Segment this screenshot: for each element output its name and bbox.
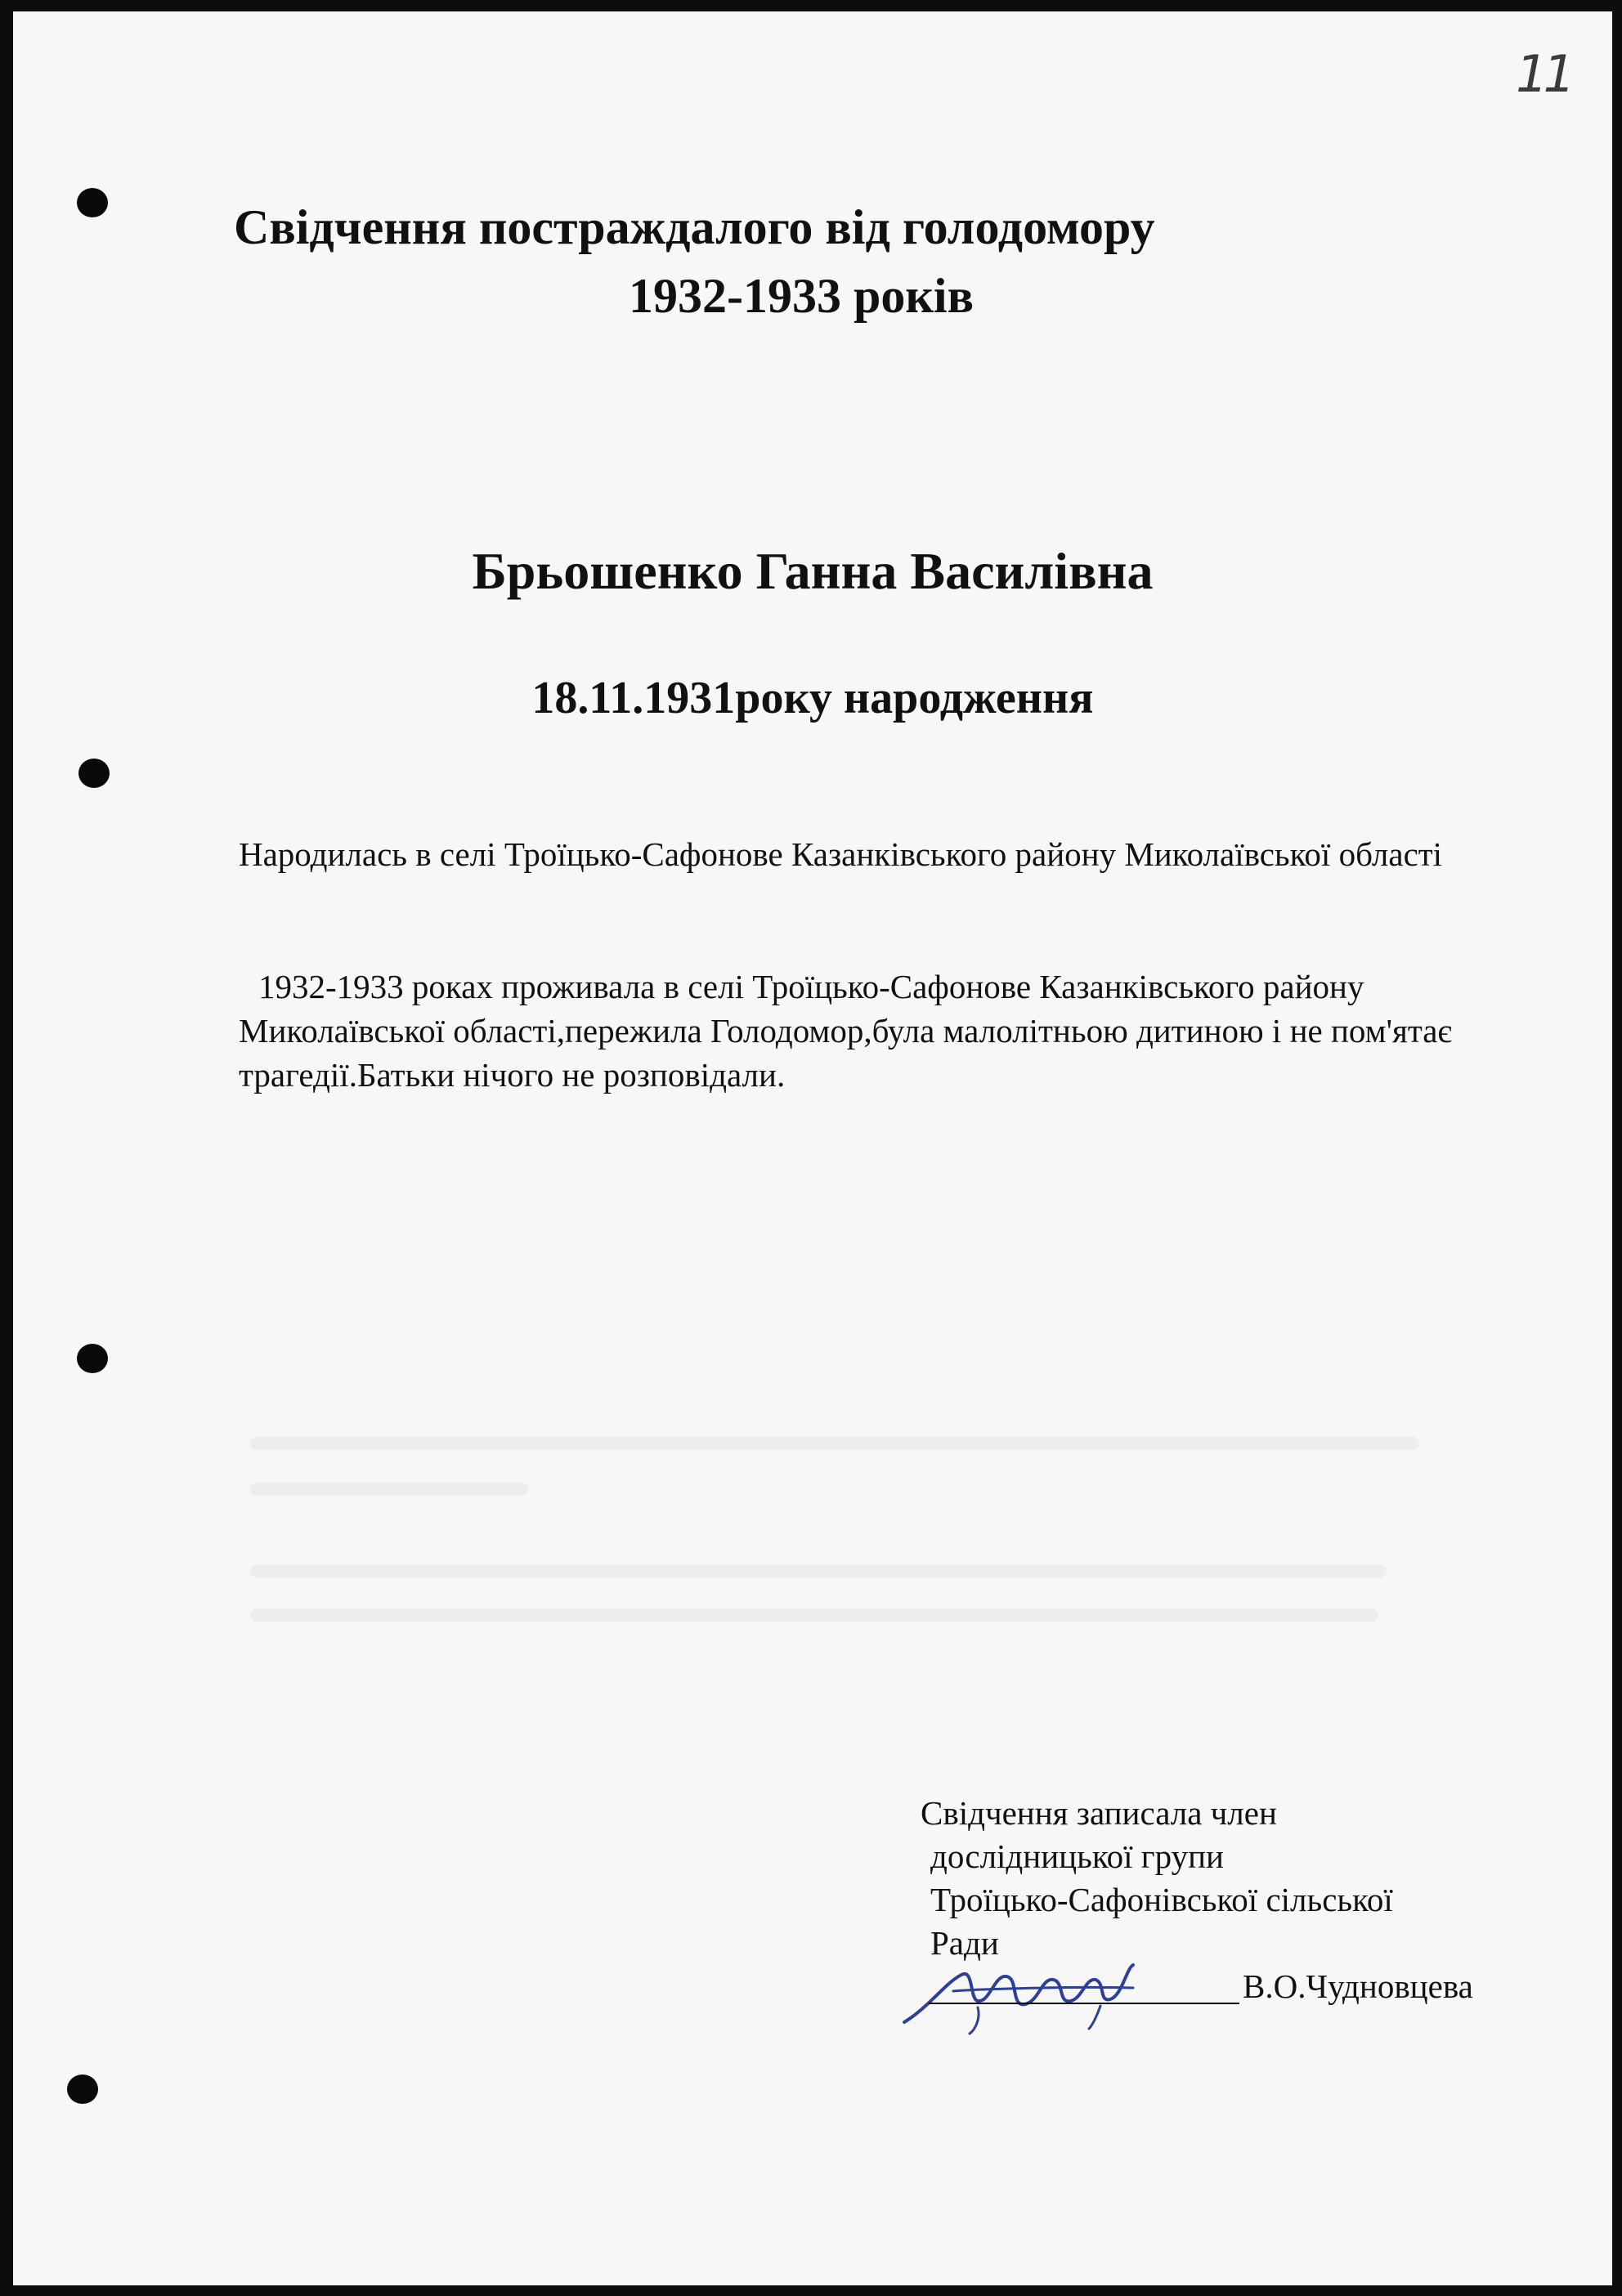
paragraph-testimony: 1932-1933 роках проживала в селі Троїцько-Сафонове Казанківського району Миколаївської області,пережила Голодомор,була малолітньою дитиною і не пом'ятає трагедії.Батьки нічого не розповідали.	[239, 968, 1453, 1094]
punch-hole-2	[78, 759, 110, 788]
bleed-through-line	[250, 1564, 1387, 1578]
punch-hole-3	[77, 1344, 108, 1373]
recorder-line-1: Свідчення записала член	[921, 1794, 1277, 1832]
bleed-through-line	[250, 1483, 528, 1496]
handwritten-signature	[896, 1950, 1158, 2040]
title-line-1: Свідчення постраждалого від голодомору	[234, 200, 1155, 254]
recorder-block	[921, 1792, 1558, 1965]
signer-name: В.О.Чудновцева	[1243, 1967, 1473, 2005]
recorder-line-2: дослідницької групи	[930, 1837, 1224, 1875]
birth-date-line: 18.11.1931року народження	[531, 673, 1094, 723]
document-page	[13, 11, 1612, 2285]
punch-hole-1	[77, 188, 108, 217]
punch-hole-4	[67, 2074, 98, 2104]
page-number: 11	[1516, 44, 1570, 104]
recorder-line-4: Ради	[930, 1924, 999, 1962]
recorder-line-3: Троїцько-Сафонівської сільської	[930, 1881, 1393, 1918]
signature-underline	[929, 2003, 1239, 2004]
paragraph-birthplace: Народилась в селі Троїцько-Сафонове Казанківського району Миколаївської області	[239, 835, 1443, 873]
document-title	[234, 193, 1313, 330]
bleed-through-line	[250, 1437, 1419, 1450]
bleed-through-line	[250, 1609, 1378, 1622]
person-name: Брьошенко Ганна Василівна	[472, 542, 1154, 600]
title-line-2: 1932-1933 років	[629, 269, 974, 323]
signature-row	[896, 1950, 1550, 2040]
